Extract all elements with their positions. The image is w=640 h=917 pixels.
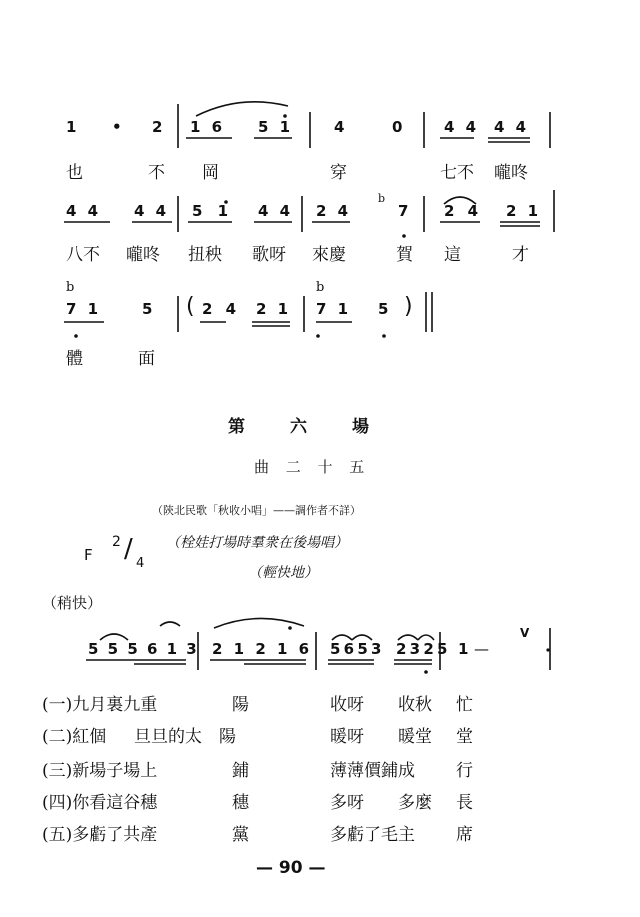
verse-right2: 暖堂 — [398, 727, 432, 747]
lyric: 這 — [444, 245, 461, 265]
verse-mid: 鋪 — [232, 761, 249, 781]
verse-right: 暖呀 — [330, 727, 364, 747]
note-4: 4 — [334, 118, 345, 136]
note-group: 5 6 5 3 — [330, 640, 382, 658]
lyric: 岡 — [202, 163, 219, 183]
note-group: 4 4 — [258, 202, 291, 220]
lyric: 穿 — [330, 163, 347, 183]
note-group: 4 4 — [494, 118, 527, 136]
note-group: 4 4 — [444, 118, 477, 136]
verse-right: 收呀 — [330, 695, 364, 715]
verse-label: (三)新場子場上 — [42, 761, 158, 781]
verse-mid: 陽 — [232, 695, 249, 715]
note-5: 5 — [378, 300, 389, 318]
lyric: 來慶 — [312, 245, 346, 265]
scene-title: 第 六 場 — [228, 417, 383, 437]
hold-dash: — — [474, 640, 487, 658]
flat-sign: b — [66, 280, 75, 295]
note-7: 7 — [398, 202, 409, 220]
lyric: 才 — [512, 245, 529, 265]
page-number: — 90 — — [256, 858, 326, 878]
note-group: 5 5 5 6 1 3 — [88, 640, 197, 658]
note-group: 2 1 — [506, 202, 539, 220]
note-group: 1 6 — [190, 118, 223, 136]
lyric: 扭秧 — [188, 245, 222, 265]
lyric: 也 — [66, 163, 83, 183]
tune-number: 曲 二 十 五 — [254, 458, 371, 476]
verse-end: 席 — [456, 825, 473, 845]
verse-end: 行 — [456, 761, 473, 781]
verse-right2: 收秋 — [398, 695, 432, 715]
verse-right: 多虧了毛主 — [330, 825, 415, 845]
note-group: 2 4 — [202, 300, 237, 318]
breath-mark: V — [520, 626, 530, 640]
verse-mid: 黨 — [232, 825, 249, 845]
verse-end: 忙 — [456, 695, 473, 715]
note-group: 4 4 — [134, 202, 167, 220]
note-group: 2 4 — [316, 202, 349, 220]
note-group: 5 1 — [258, 118, 291, 136]
meter-slash: / — [124, 534, 133, 564]
note-5: 5 — [142, 300, 153, 318]
flat-sign: b — [316, 280, 325, 295]
note-group: 2 1 2 1 6 — [212, 640, 310, 658]
meter-top: 2 — [112, 534, 121, 550]
verse-end: 長 — [456, 793, 473, 813]
lyric: 八不 — [66, 245, 100, 265]
open-paren: ( — [186, 294, 195, 319]
note-group: 2 3 2 5 — [396, 640, 448, 658]
verse-right2: 多麼 — [398, 793, 432, 813]
note-0: 0 — [392, 118, 403, 136]
note-1: 1 — [458, 640, 469, 658]
stage-note: （栓娃打場時羣衆在後場唱） — [166, 535, 348, 551]
close-paren: ) — [404, 294, 413, 319]
note-group: 7 1 — [66, 300, 99, 318]
dot-note: • — [112, 118, 122, 136]
lyric: 賀 — [396, 245, 413, 265]
note-group: 5 1 — [192, 202, 229, 220]
meter-bottom: 4 — [136, 556, 145, 571]
verse-mid: 穗 — [232, 793, 249, 813]
note-2: 2 — [152, 118, 163, 136]
note-group: 7 1 — [316, 300, 349, 318]
tempo-mark: （稍快） — [42, 594, 103, 612]
lyric: 體 — [66, 349, 83, 369]
verse-mid: 旦旦的太 陽 — [134, 727, 236, 747]
note-group: 4 4 — [66, 202, 99, 220]
flat-sign: b — [378, 192, 386, 205]
mood-note: （輕快地） — [248, 565, 318, 581]
verse-label: (四)你看這谷穗 — [42, 793, 158, 813]
source-note: （陝北民歌「秋收小唱」——調作者不詳） — [152, 504, 361, 517]
lyric: 嚨咚 — [126, 245, 160, 265]
lyric: 歌呀 — [252, 245, 286, 265]
note-group: 2 1 — [256, 300, 289, 318]
lyric: 七不 — [440, 163, 474, 183]
verse-right: 薄薄價鋪成 — [330, 761, 415, 781]
lyric: 嚨咚 — [494, 163, 528, 183]
note-group: 2 4 — [444, 202, 479, 220]
lyric: 不 — [148, 163, 165, 183]
verse-label: (二)紅個 — [42, 727, 107, 747]
lyric: 面 — [138, 349, 155, 369]
verse-right: 多呀 — [330, 793, 364, 813]
note-1: 1 — [66, 118, 77, 136]
verse-end: 堂 — [456, 727, 473, 747]
verse-label: (一)九月裏九重 — [42, 695, 158, 715]
key-signature: F — [84, 546, 93, 564]
verse-label: (五)多虧了共產 — [42, 825, 158, 845]
